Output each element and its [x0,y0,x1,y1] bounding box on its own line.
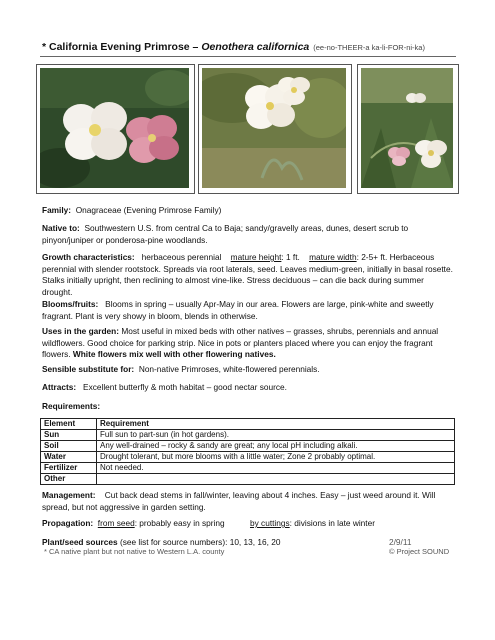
date: 2/9/11 [389,537,412,547]
photo-2 [202,68,346,188]
width-value: : 2-5+ ft. [356,252,388,262]
growth-label: Growth characteristics: [42,252,135,262]
requirements-heading: Requirements: [42,401,101,411]
blooms-text: Blooms in spring – usually Apr-May in our area. Flowers are large, pink-white and sweetly fragrant. Plant is very showy in bloom, blends in otherwise. [42,299,434,321]
requirement-cell: Drought tolerant, but more blooms with a little water; Zone 2 probably optimal. [97,452,455,463]
height-value: : 1 ft. [281,252,300,262]
seed-label: from seed [97,518,135,528]
attracts-text: Excellent butterfly & moth habitat – good nectar source. [83,382,287,392]
requirement-cell: Any well-drained – rocky & sandy are great; any local pH including alkali. [97,441,455,452]
requirement-cell: Full sun to part-sun (in hot gardens). [97,430,455,441]
requirement-cell: Not needed. [97,463,455,474]
family-text: Onagraceae (Evening Primrose Family) [75,205,222,215]
uses-label: Uses in the garden: [42,326,119,336]
management-section [42,490,454,513]
cuttings-text: : divisions in late winter [289,518,375,528]
substitute-text: Non-native Primroses, white-flowered perennials. [138,364,320,374]
attracts-section [42,382,454,394]
substitute-section [42,364,454,376]
element-cell: Other [41,474,97,485]
table-row [41,463,455,474]
table-row [41,452,455,463]
photo-1 [40,68,189,188]
growth-text: Herbaceous perennial with slender rootstock. Spreads via root laterals, seed. Leaves medium-green, initially in basal rosette. Stalks initially upright, then reclining to almost vine-like. Stress deciduous – can die back during summer drought. [42,252,453,297]
element-cell: Fertilizer [41,463,97,474]
management-label: Management: [42,490,96,500]
header-element: Element [41,419,97,430]
cuttings-label: by cuttings [249,518,290,528]
blooms-label: Blooms/fruits: [42,299,99,309]
management-text: Cut back dead stems in fall/winter, leaving about 4 inches. Easy – just weed around it. Will spread, but not aggressive in garden setting. [42,490,436,512]
attracts-label: Attracts: [42,382,77,392]
family-label: Family: [42,205,72,215]
title-divider [40,56,456,57]
width-label: mature width [309,252,357,262]
common-name: * California Evening Primrose – [42,41,202,53]
element-cell: Soil [41,441,97,452]
sources-label: Plant/seed sources [42,537,118,547]
element-cell: Water [41,452,97,463]
sources-numbers: 10, 13, 16, 20 [229,537,281,547]
table-header-row [41,419,455,430]
photo-3 [361,68,453,188]
native-label: Native to: [42,223,80,233]
page-title [42,41,425,53]
family-section [42,205,454,217]
pronunciation: (ee-no-THEER-a ka-li-FOR-ni-ka) [313,43,425,52]
uses-bold-text: White flowers mix well with other flowering natives. [72,349,276,359]
native-section [42,223,454,246]
uses-text: Most useful in mixed beds with other natives – grasses, shrubs, perennials and annual wildflowers. Good choice for parking strip. Nice in pots or planters placed where you can enjoy the fragrant flowers. [42,326,439,359]
element-cell: Sun [41,430,97,441]
table-row [41,441,455,452]
growth-section [42,252,454,298]
native-footnote: * CA native plant but not native to Western L.A. county [44,547,225,556]
height-label: mature height [230,252,282,262]
header-requirement: Requirement [97,419,455,430]
copyright: © Project SOUND [389,547,450,556]
seed-text: : probably easy in spring [134,518,225,528]
propagation-label: Propagation: [42,518,94,528]
blooms-section [42,299,454,322]
native-text: Southwestern U.S. from central Ca to Baja; sandy/gravelly areas, dunes, desert scrub to pinyon/juniper or ponderosa-pine woodlands. [42,223,409,245]
table-row [41,430,455,441]
uses-section [42,326,454,361]
propagation-section [42,518,454,530]
scientific-name: Oenothera californica [201,41,310,53]
growth-type: herbaceous perennial [141,252,222,262]
requirement-cell [97,474,455,485]
sources-paren: (see list for source numbers): [119,537,228,547]
substitute-label: Sensible substitute for: [42,364,135,374]
requirements-table [40,418,455,485]
table-row [41,474,455,485]
